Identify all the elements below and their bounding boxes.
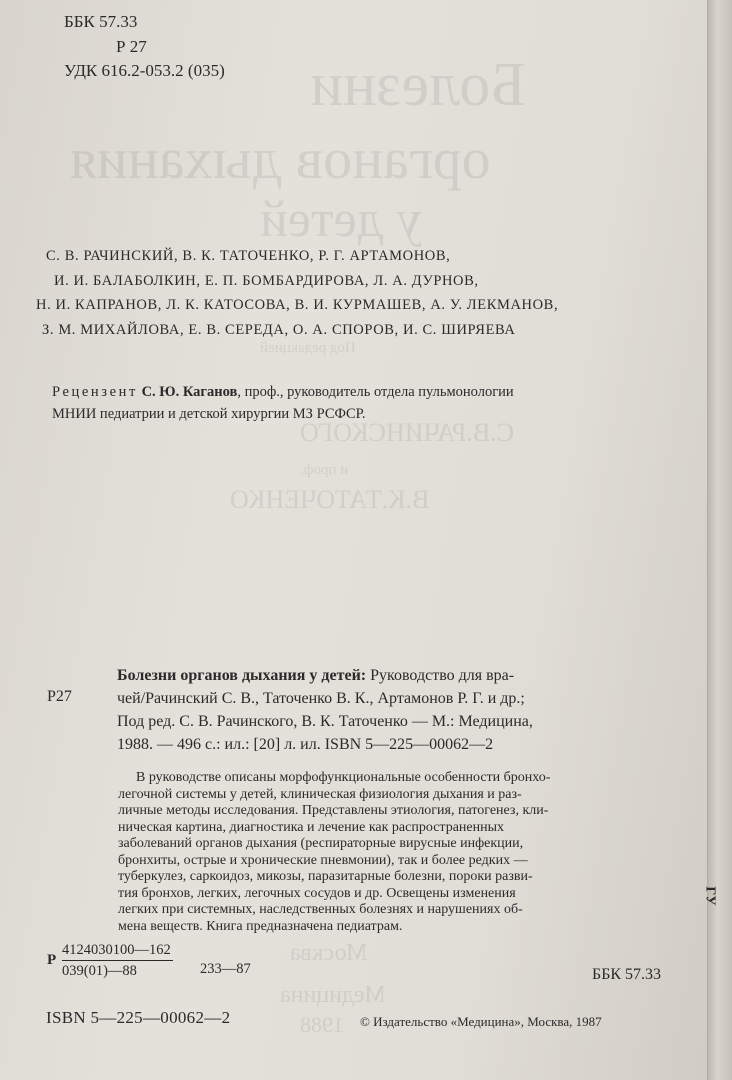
bbk-index: ББК 57.33 bbox=[64, 12, 138, 31]
authors-line: З. М. МИХАЙЛОВА, Е. В. СЕРЕДА, О. А. СПОРОВ, И. С. ШИРЯЕВА bbox=[42, 321, 516, 338]
bleed-through-text: Медицина bbox=[280, 982, 386, 1008]
page-edge bbox=[707, 0, 732, 1080]
annotation-line: заболеваний органов дыхания (респираторные вирусные инфекции, bbox=[118, 836, 524, 851]
r-index: Р 27 bbox=[116, 37, 147, 56]
bleed-through-title: у детей bbox=[260, 191, 423, 248]
annotation-line: туберкулез, саркоидоз, микозы, паразитарные болезни, пороки разви- bbox=[118, 869, 533, 884]
annotation-line: мена веществ. Книга предназначена педиатрам. bbox=[118, 918, 403, 934]
bleed-through-text: 1988 bbox=[300, 1012, 344, 1037]
isbn: ISBN 5—225—00062—2 bbox=[46, 1008, 231, 1027]
authors-list bbox=[36, 244, 559, 342]
reviewer-affiliation: МНИИ педиатрии и детской хирургии МЗ РСФСР. bbox=[52, 406, 366, 422]
author-sign-code: Р27 bbox=[47, 688, 72, 705]
copyright: © Издательство «Медицина», Москва, 1987 bbox=[360, 1014, 602, 1029]
side-mark: ГУ bbox=[702, 886, 718, 906]
annotation-line: легких при системных, наследственных болезнях и нарушениях об- bbox=[118, 902, 523, 917]
bleed-through-title: органов дыхания bbox=[70, 126, 491, 191]
imprint-r-letter: Р bbox=[47, 952, 57, 968]
bbk-index-bottom: ББК 57.33 bbox=[592, 966, 662, 983]
annotation-line: личные методы исследования. Представлены этиология, патогенез, кли- bbox=[118, 803, 549, 818]
bib-line: Руководство для вра- bbox=[366, 667, 515, 684]
bleed-through-text: С.В.РАЧИНСКОГО bbox=[300, 418, 515, 447]
imprint-numerator: 4124030100—162 bbox=[62, 942, 173, 961]
bib-line: Под ред. С. В. Рачинского, В. К. Таточенко — М.: Медицина, bbox=[117, 713, 533, 730]
imprint-fraction bbox=[62, 942, 173, 980]
imprint-denominator: 039(01)—88 bbox=[62, 963, 137, 979]
udk-index: УДК 616.2-053.2 (035) bbox=[64, 61, 225, 80]
annotation-line: тия бронхов, легких, легочных сосудов и др. Освещены изменения bbox=[118, 885, 516, 901]
imprint-tail: 233—87 bbox=[200, 961, 251, 977]
bleed-through-text: и проф. bbox=[300, 462, 349, 478]
bibliographic-description bbox=[117, 664, 533, 756]
bleed-through-title: Болезни bbox=[310, 51, 526, 119]
book-title: Болезни органов дыхания у детей: bbox=[117, 667, 367, 684]
authors-line: С. В. РАЧИНСКИЙ, В. К. ТАТОЧЕНКО, Р. Г. АРТАМОНОВ, bbox=[46, 248, 451, 264]
annotation-paragraph bbox=[118, 770, 550, 935]
annotation-line: бронхиты, острые и хронические пневмонии), так и более редких — bbox=[118, 852, 528, 868]
bleed-through-text: В.К.ТАТОЧЕНКО bbox=[230, 485, 430, 514]
bib-line: чей/Рачинский С. В., Таточенко В. К., Артамонов Р. Г. и др.; bbox=[117, 690, 525, 707]
annotation-line: В руководстве описаны морфофункциональные особенности бронхо- bbox=[136, 770, 551, 785]
authors-line: И. И. БАЛАБОЛКИН, Е. П. БОМБАРДИРОВА, Л. А. ДУРНОВ, bbox=[54, 272, 479, 289]
reviewer-name: С. Ю. Каганов bbox=[141, 384, 238, 400]
annotation-line: легочной системы у детей, клиническая физиология дыхания и раз- bbox=[118, 786, 522, 802]
reviewer-block bbox=[52, 381, 514, 425]
reviewer-position: , проф., руководитель отдела пульмонологии bbox=[237, 384, 514, 400]
authors-line: Н. И. КАПРАНОВ, Л. К. КАТОСОВА, В. И. КУРМАШЕВ, А. У. ЛЕКМАНОВ, bbox=[36, 297, 559, 313]
bleed-through-text: Под редакцией bbox=[260, 340, 356, 356]
bleed-through-text: Москва bbox=[290, 940, 368, 966]
reviewer-label: Рецензент bbox=[52, 384, 138, 400]
annotation-line: ническая картина, диагностика и лечение как распространенных bbox=[118, 819, 505, 835]
bib-line: 1988. — 496 с.: ил.: [20] л. ил. ISBN 5—225—00062—2 bbox=[117, 736, 494, 753]
